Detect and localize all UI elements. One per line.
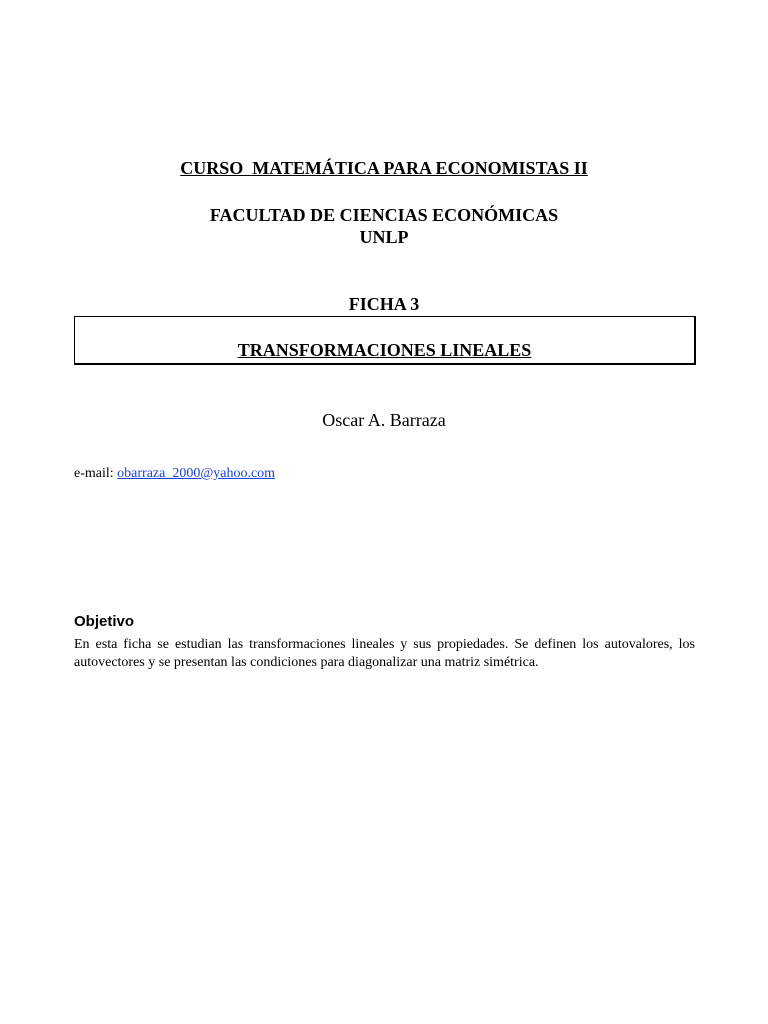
email-label: e-mail:	[74, 466, 118, 481]
author-name: Oscar A. Barraza	[322, 410, 446, 430]
topic-title: TRANSFORMACIONES LINEALES	[237, 340, 532, 360]
course-title: CURSO MATEMÁTICA PARA ECONOMISTAS II	[180, 158, 588, 178]
faculty-name: FACULTAD DE CIENCIAS ECONÓMICAS	[209, 205, 559, 225]
university-name: UNLP	[359, 227, 409, 247]
topic-title-box	[74, 316, 696, 365]
email-link[interactable]: obarraza_2000@yahoo.com	[117, 466, 276, 481]
email-line	[74, 466, 275, 482]
ficha-number: FICHA 3	[348, 294, 420, 314]
objective-text: En esta ficha se estudian las transformaciones lineales y sus propiedades. Se definen los autovalores, los autovectores y se presentan las condiciones para diagonalizar una matriz simétrica.	[74, 637, 695, 670]
objective-heading: Objetivo	[74, 613, 135, 630]
